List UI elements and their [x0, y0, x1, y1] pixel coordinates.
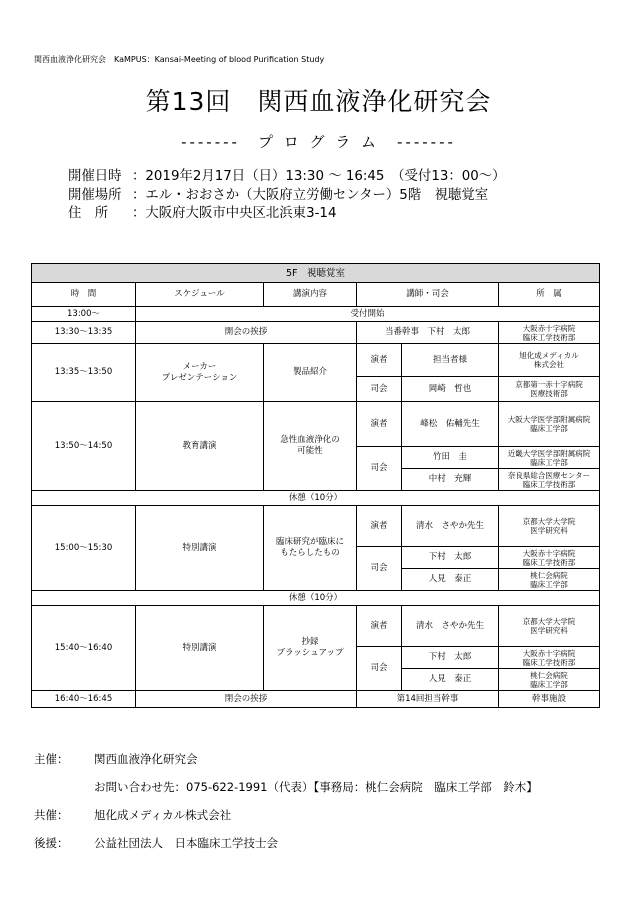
- s4-chair2-affiliation: 桃仁会病院 臨床工学部: [499, 669, 600, 691]
- s1-role-chair: 司会: [357, 377, 402, 402]
- event-info: [68, 168, 506, 224]
- closing-schedule: 閉会の挨拶: [136, 691, 357, 708]
- support-row: [34, 835, 278, 851]
- header-affiliation: 所 属: [499, 283, 600, 307]
- s2-chair1-affiliation: 近畿大学医学部附属病院 臨床工学部: [499, 447, 600, 469]
- s1-schedule: メーカー プレゼンテーション: [136, 344, 264, 402]
- s1-role-speaker: 演者: [357, 344, 402, 377]
- table-row: [32, 606, 600, 647]
- reception-label: 受付開始: [136, 307, 600, 322]
- s2-chair2-affiliation: 奈良県総合医療センター 臨床工学技術部: [499, 469, 600, 491]
- table-row: [32, 307, 600, 322]
- s3-chair2-name: 人見 泰正: [402, 569, 499, 591]
- s2-schedule: 教育講演: [136, 402, 264, 491]
- s4-role-chair: 司会: [357, 647, 402, 691]
- s1-content: 製品紹介: [264, 344, 357, 402]
- cohost-row: [34, 807, 231, 823]
- s2-role-chair: 司会: [357, 447, 402, 491]
- support-value: 公益社団法人 日本臨床工学技士会: [94, 836, 278, 850]
- s4-time: 15:40～16:40: [32, 606, 136, 691]
- date-value: ：2019年2月17日（日）13:30 ～ 16:45 （受付13：00～）: [132, 169, 506, 184]
- contact-line: お問い合わせ先：075-622-1991（代表）【事務局：桃仁会病院 臨床工学部 鈴木】: [94, 780, 538, 794]
- room-header: 5F 視聴覚室: [32, 264, 600, 283]
- program-heading: ------- プ ロ グ ラ ム -------: [181, 133, 456, 151]
- s2-content: 急性血液浄化の 可能性: [264, 402, 357, 491]
- s3-chair1-name: 下村 太郎: [402, 547, 499, 569]
- s4-content: 抄録 ブラッシュアップ: [264, 606, 357, 691]
- s2-speaker-name: 峰松 佑輔先生: [402, 402, 499, 447]
- host-label: 主催：: [34, 752, 69, 766]
- table-row: [32, 691, 600, 708]
- host-row: [34, 751, 198, 767]
- closing-speaker: 第14回担当幹事: [357, 691, 499, 708]
- s4-schedule: 特別講演: [136, 606, 264, 691]
- venue-label: 開催場所: [68, 187, 122, 203]
- address-row: [68, 205, 506, 224]
- date-label: 開催日時: [68, 169, 122, 184]
- s1-chair-name: 岡崎 哲也: [402, 377, 499, 402]
- header-schedule: スケジュール: [136, 283, 264, 307]
- header-content: 講演内容: [264, 283, 357, 307]
- header-time: 時 間: [32, 283, 136, 307]
- venue-row: [68, 187, 506, 206]
- s3-content: 臨床研究が臨床に もたらしたもの: [264, 506, 357, 591]
- s2-chair1-name: 竹田 圭: [402, 447, 499, 469]
- s3-chair2-affiliation: 桃仁会病院 臨床工学部: [499, 569, 600, 591]
- s1-speaker-name: 担当者様: [402, 344, 499, 377]
- address-label: 住 所: [68, 206, 109, 221]
- cohost-value: 旭化成メディカル株式会社: [94, 808, 232, 822]
- s1-time: 13:35～13:50: [32, 344, 136, 402]
- s4-role-speaker: 演者: [357, 606, 402, 647]
- venue-value: ：エル・おおさか（大阪府立労働センター）5階 視聴覚室: [132, 187, 489, 203]
- page-title: 第13回 関西血液浄化研究会: [145, 87, 492, 116]
- s4-speaker-affiliation: 京都大学大学院 医学研究科: [499, 606, 600, 647]
- break-1: 休憩（10分）: [32, 491, 600, 506]
- date-row: [68, 168, 506, 187]
- opening-time: 13:30～13:35: [32, 322, 136, 344]
- s3-speaker-affiliation: 京都大学大学院 医学研究科: [499, 506, 600, 547]
- host-value: 関西血液浄化研究会: [94, 752, 198, 766]
- table-row: [32, 591, 600, 606]
- s3-role-chair: 司会: [357, 547, 402, 591]
- s3-chair1-affiliation: 大阪赤十字病院 臨床工学技術部: [499, 547, 600, 569]
- s4-chair1-name: 下村 太郎: [402, 647, 499, 669]
- support-label: 後援：: [34, 836, 69, 850]
- s2-role-speaker: 演者: [357, 402, 402, 447]
- schedule-table: [31, 263, 600, 708]
- s2-speaker-affiliation: 大阪大学医学部附属病院 臨床工学部: [499, 402, 600, 447]
- table-row: [32, 344, 600, 377]
- table-row: [32, 402, 600, 447]
- s3-role-speaker: 演者: [357, 506, 402, 547]
- break-2: 休憩（10分）: [32, 591, 600, 606]
- s4-speaker-name: 清水 さやか先生: [402, 606, 499, 647]
- s2-time: 13:50～14:50: [32, 402, 136, 491]
- s3-speaker-name: 清水 さやか先生: [402, 506, 499, 547]
- closing-affiliation: 幹事施設: [499, 691, 600, 708]
- header-speaker: 講師・司会: [357, 283, 499, 307]
- opening-affiliation: 大阪赤十字病院 臨床工学技術部: [499, 322, 600, 344]
- closing-time: 16:40～16:45: [32, 691, 136, 708]
- table-header-row: [32, 283, 600, 307]
- table-row: [32, 322, 600, 344]
- reception-time: 13:00～: [32, 307, 136, 322]
- s2-chair2-name: 中村 充輝: [402, 469, 499, 491]
- s1-chair-affiliation: 京都第一赤十字病院 医療技術部: [499, 377, 600, 402]
- s3-schedule: 特別講演: [136, 506, 264, 591]
- s3-time: 15:00～15:30: [32, 506, 136, 591]
- s4-chair1-affiliation: 大阪赤十字病院 臨床工学技術部: [499, 647, 600, 669]
- s1-speaker-affiliation: 旭化成メディカル 株式会社: [499, 344, 600, 377]
- s4-chair2-name: 人見 泰正: [402, 669, 499, 691]
- table-row: [32, 506, 600, 547]
- opening-speaker: 当番幹事 下村 太郎: [357, 322, 499, 344]
- opening-schedule: 開会の挨拶: [136, 322, 357, 344]
- address-value: ：大阪府大阪市中央区北浜東3-14: [132, 206, 337, 221]
- table-row: [32, 491, 600, 506]
- header-org-line: 関西血液浄化研究会 KaMPUS：Kansai-Meeting of blood Purification Study: [34, 55, 325, 64]
- cohost-label: 共催：: [34, 808, 69, 822]
